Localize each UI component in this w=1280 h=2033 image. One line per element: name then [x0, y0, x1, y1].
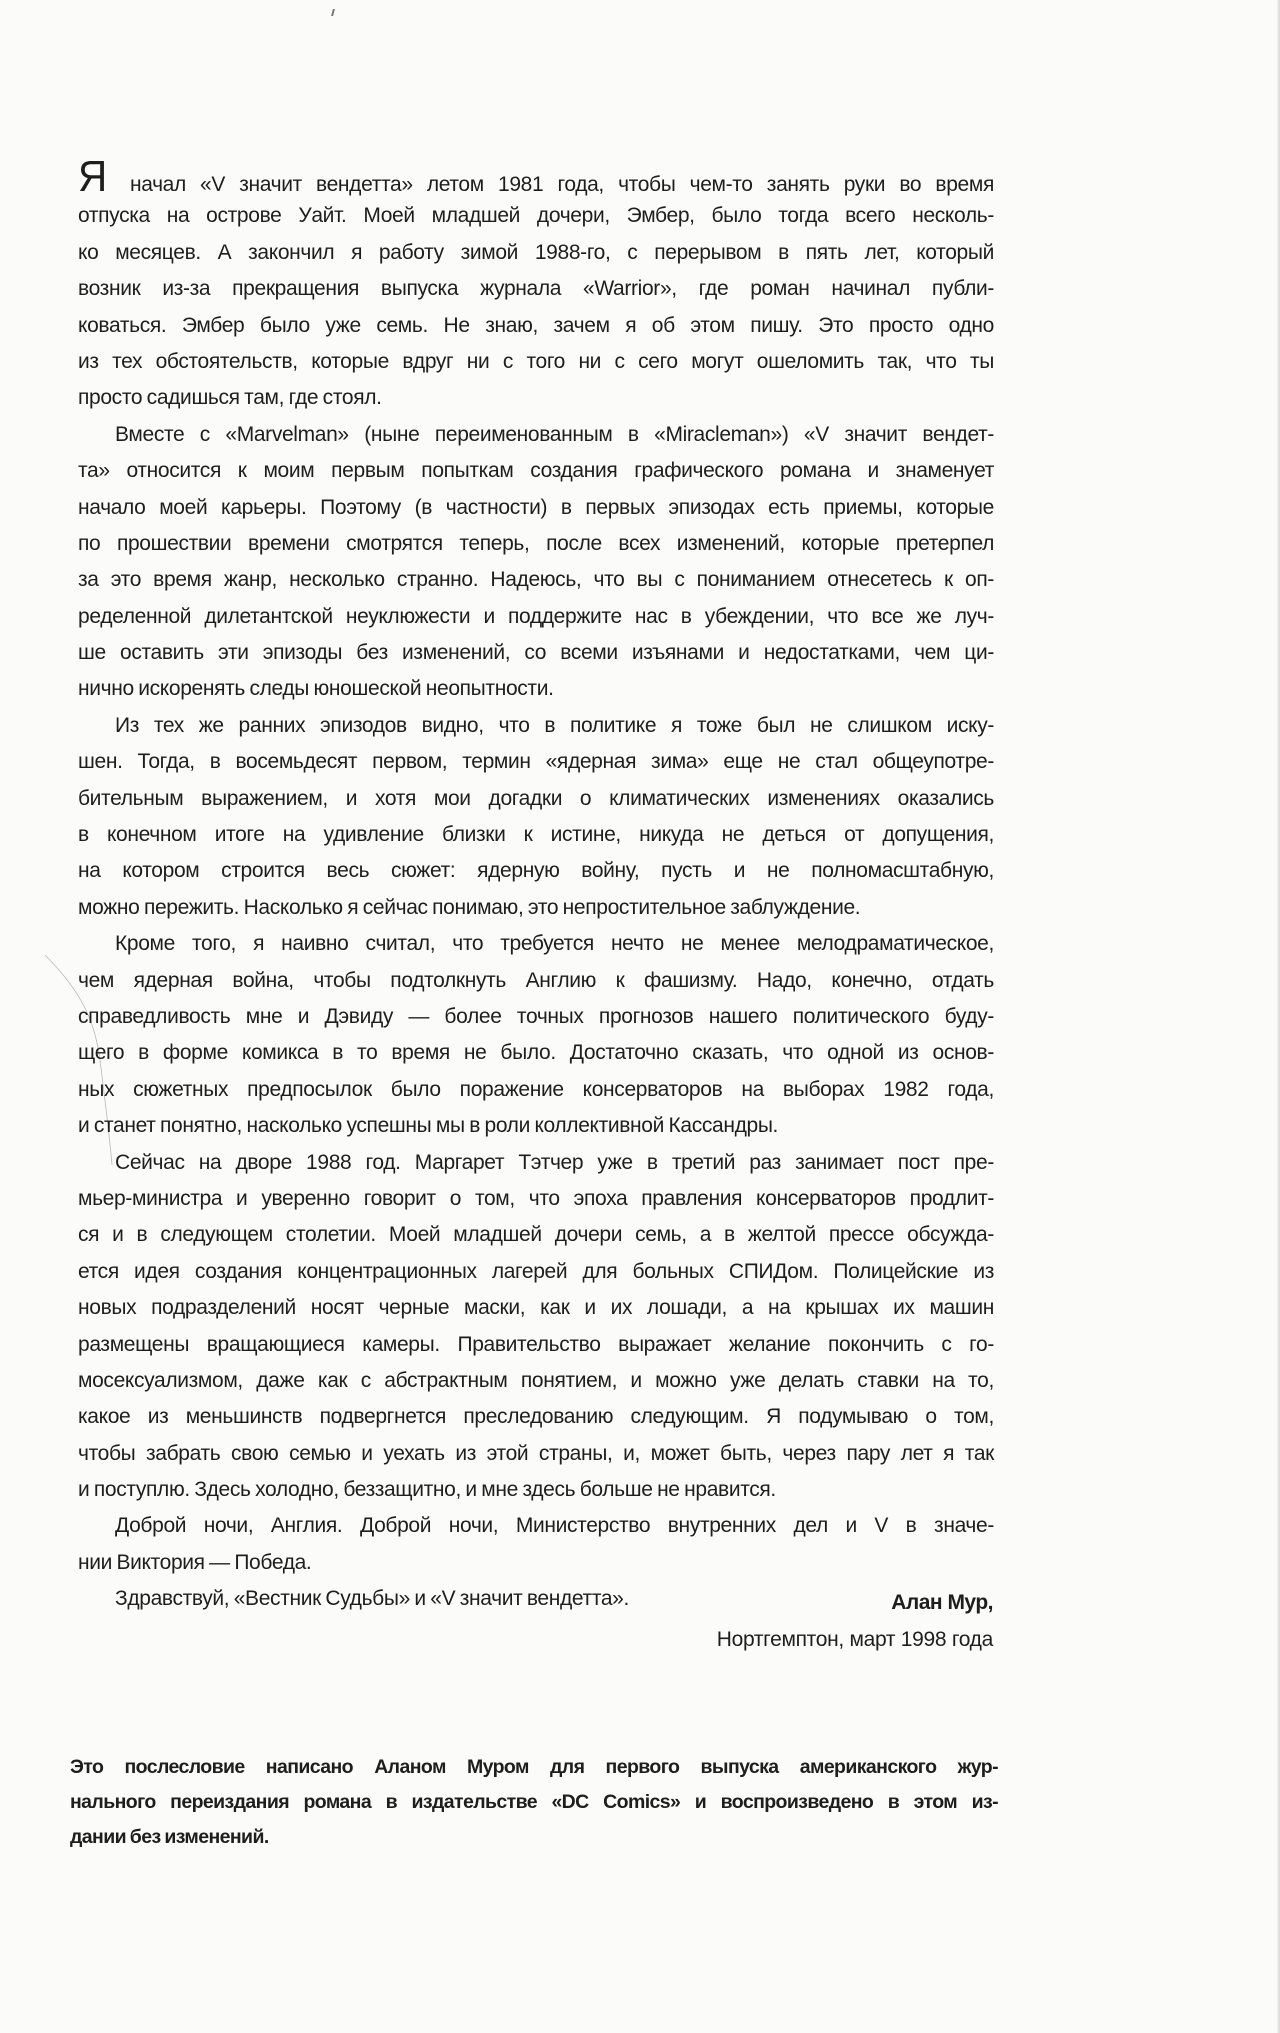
text-line: щего в форме комикса в то время не было. Достаточно сказать, что одной из основ- — [78, 1041, 994, 1065]
text-line: ределенной дилетантской неуклюжести и поддержите нас в убеждении, что все же луч- — [78, 604, 994, 628]
text-line: бительным выражением, и хотя мои догадки о климатических изменениях оказались — [78, 786, 994, 810]
text-line-rest: начал «V значит вендетта» летом 1981 года, чтобы чем-то занять руки во время — [115, 173, 994, 196]
scan-speck — [331, 9, 335, 16]
text-line: ных сюжетных предпосылок было поражение консерваторов на выборах 1982 года, — [78, 1077, 994, 1101]
text-line: Кроме того, я наивно считал, что требуется нечто не менее мелодраматическое, — [115, 932, 994, 956]
text-line: Вместе с «Marvelman» (ныне переименованным в «Miracleman») «V значит вендет- — [115, 422, 994, 446]
paragraph — [78, 1508, 994, 1581]
text-line — [78, 152, 994, 201]
text-line: шен. Тогда, в восемьдесят первом, термин «ядерная зима» еще не стал общеупотре- — [78, 750, 994, 774]
text-line: начало моей карьеры. Поэтому (в частности) в первых эпизодах есть приемы, которые — [78, 495, 994, 519]
paragraph — [78, 1145, 994, 1509]
text-line: чем ядерная война, чтобы подтолкнуть Англию к фашизму. Надо, конечно, отдать — [78, 968, 994, 992]
text-line: ется идея создания концентрационных лагерей для больных СПИДом. Полицейские из — [78, 1259, 994, 1283]
text-line: та» относится к моим первым попыткам создания графического романа и знаменует — [78, 459, 994, 483]
author-signature: Алан Мур, — [891, 1591, 993, 1614]
text-line: Здравствуй, «Вестник Судьбы» и «V значит вендетта». — [115, 1587, 629, 1611]
text-line: новых подразделений носят черные маски, как и их лошади, а на крышах их машин — [78, 1296, 994, 1320]
paragraph — [78, 152, 994, 417]
text-line: и станет понятно, насколько успешны мы в роли коллективной Кассандры. — [78, 1114, 779, 1138]
text-line: ко месяцев. А закончил я работу зимой 1988-го, с перерывом в пять лет, который — [78, 240, 994, 264]
text-line: отпуска на острове Уайт. Моей младшей дочери, Эмбер, было тогда всего несколь- — [78, 204, 994, 228]
text-line: Сейчас на дворе 1988 год. Маргарет Тэтчер уже в третий раз занимает пост пре- — [115, 1150, 994, 1174]
text-line: мьер-министра и уверенно говорит о том, что эпоха правления консерваторов продлит- — [78, 1186, 994, 1210]
place-and-date: Нортгемптон, март 1998 года — [716, 1628, 993, 1651]
footnote-line: нального переиздания романа в издательстве «DC Comics» и воспроизведено в этом из- — [70, 1791, 998, 1813]
text-line: ся и в следующем столетии. Моей младшей дочери семь, а в желтой прессе обсужда- — [78, 1223, 994, 1247]
text-line: можно пережить. Насколько я сейчас понимаю, это непростительное заблуждение. — [78, 895, 861, 919]
text-line: просто садишься там, где стоял. — [78, 386, 382, 410]
text-line: справедливость мне и Дэвиду — более точных прогнозов нашего политического буду- — [78, 1004, 994, 1028]
text-line: возник из-за прекращения выпуска журнала «Warrior», где роман начинал публи- — [78, 277, 994, 301]
text-line: коваться. Эмбер было уже семь. Не знаю, зачем я об этом пишу. Это просто одно — [78, 313, 994, 337]
text-line: нично искоренять следы юношеской неопытности. — [78, 677, 554, 701]
text-line: нии Виктория — Победа. — [78, 1550, 312, 1574]
text-line: размещены вращающиеся камеры. Правительство выражает желание покончить с го- — [78, 1332, 994, 1356]
text-line: мосексуализмом, даже как с абстрактным понятием, и можно уже делать ставки на то, — [78, 1368, 994, 1392]
drop-cap: Я — [78, 152, 108, 201]
text-line: какое из меньшинств подвергнется преследованию следующим. Я подумываю о том, — [78, 1405, 994, 1429]
text-line: ше оставить эти эпизоды без изменений, со всеми изъянами и недостатками, чем ци- — [78, 641, 994, 665]
editorial-footnote — [70, 1750, 998, 1855]
afterword-body — [78, 152, 994, 1618]
text-line: по прошествии времени смотрятся теперь, после всех изменений, которые претерпел — [78, 531, 994, 555]
footnote-line: Это послесловие написано Аланом Муром для первого выпуска американского жур- — [70, 1756, 998, 1778]
text-line: Доброй ночи, Англия. Доброй ночи, Министерство внутренних дел и V в значе- — [115, 1514, 994, 1538]
text-line: из тех обстоятельств, которые вдруг ни с того ни с сего могут ошеломить так, что ты — [78, 349, 994, 373]
paragraph — [78, 708, 994, 926]
text-line: чтобы забрать свою семью и уехать из этой страны, и, может быть, через пару лет я так — [78, 1441, 994, 1465]
text-line: на котором строится весь сюжет: ядерную войну, пусть и не полномасштабную, — [78, 859, 994, 883]
text-line: за это время жанр, несколько странно. Надеюсь, что вы с пониманием отнесетесь к оп- — [78, 568, 994, 592]
paragraph — [78, 417, 994, 708]
text-line: в конечном итоге на удивление близки к истине, никуда не деться от допущения, — [78, 823, 994, 847]
paragraph — [78, 1581, 994, 1617]
text-line: Из тех же ранних эпизодов видно, что в политике я тоже был не слишком иску- — [115, 713, 994, 737]
footnote-line: дании без изменений. — [70, 1826, 269, 1848]
paragraph — [78, 926, 994, 1144]
text-line: и поступлю. Здесь холодно, беззащитно, и мне здесь больше не нравится. — [78, 1478, 776, 1502]
